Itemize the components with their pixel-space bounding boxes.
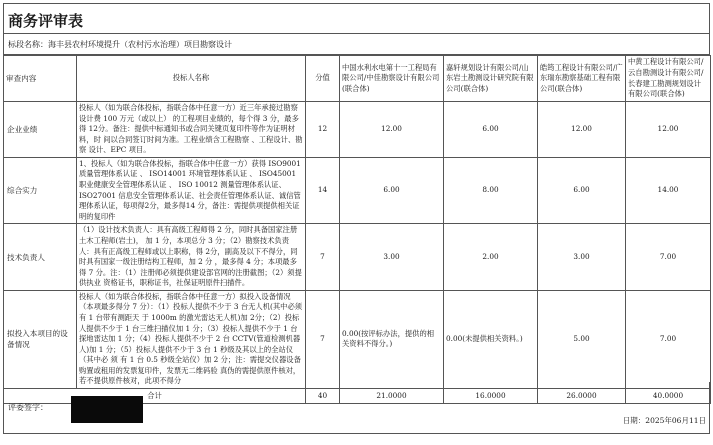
total-value-bidder-4: 40.0000 [626, 389, 711, 404]
review-date: 日期：2025年06月11日 [622, 416, 706, 425]
project-name: 标段名称：海丰县农村环境提升（农村污水治理）项目勘察设计 [3, 34, 710, 55]
total-value-bidder-2: 16.0000 [444, 389, 538, 404]
row-value-bidder-1: 0.00(按评标办法，提供的相关资料不得分。) [340, 290, 444, 388]
row-value-bidder-3: 6.00 [538, 157, 626, 223]
row-value-bidder-2: 0.00(未提供相关资料。) [444, 290, 538, 388]
row-category: 综合实力 [4, 157, 77, 223]
page-title: 商务评审表 [8, 12, 84, 30]
row-score: 7 [306, 224, 340, 290]
row-score: 12 [306, 102, 340, 158]
signature-label: 评委签字： [8, 403, 48, 412]
table-row [4, 224, 711, 290]
table-header-row [4, 56, 711, 102]
total-label: 合计 [4, 389, 306, 404]
header-score: 分值 [306, 56, 340, 102]
row-value-bidder-3: 5.00 [538, 290, 626, 388]
row-value-bidder-4: 7.00 [626, 224, 711, 290]
row-category: 拟投入本项目的设备情况 [4, 290, 77, 388]
total-score: 40 [306, 389, 340, 404]
row-value-bidder-4: 14.00 [626, 157, 711, 223]
row-criteria: 投标人（如为联合体投标，指联合体中任意一方）近三年承接过勘察设计费 100 万元（或以上） 的工程项目业绩的，每个得 3 分，最多得 12分。备注：提供中标通知书或合同关键页复印件等作为证明材料，时 间以合同签订时间为准。工程业绩含工程勘察 、工程设计、勘察 设计、EPC 项目。 [77, 102, 306, 158]
table-row [4, 157, 711, 223]
row-criteria: 投标人（如为联合体投标，指联合体中任意一方）拟投入设备情况（本项最多得分 7 分）：（1）投标人提供不少于 3 台无人机(其中必须有 1 台带有测距天 于 1000m 的激光雷达无人机)加 2分；（2）投标人提供不少于 1 台三维扫描仪加 1 分；（3）投标人提供不少于 1 台探地雷达加 1 分；（4）投标人提供不少于 2 台 CCTV(管道检测机器人)加 1 分；（5）投标人提供不少于 3 台 1 秒级及其以上的全站仪（其中必 须 有 1 台 0.5 秒级全站仪）加 2 分；注：需提交仪器设备购置或租用的发票复印件，发票无二维码验 真伪的需提供原件核对，若不提供原件核对，此项不得分 [77, 290, 306, 388]
row-value-bidder-2: 8.00 [444, 157, 538, 223]
header-bidder-name: 投标人名称 [77, 56, 306, 102]
row-criteria: （1）设计技术负责人：具有高级工程师得 2 分，同时具备国家注册土木工程师(岩土)， 加 1 分，本项总分 3 分；（2）勘察技术负责人：具有正高级工程师或以上职称，得 2分，副高及以下不得分，同时具有国家一级注册结构工程师，加 2 分 ，最多得 4 分；本项最多得 7 分。注：（1）注册师必须提供建设部官网的注册截图；（2）须提供执业 资格证书，职称证书，社保证明原件扫描件。 [77, 224, 306, 290]
signature-footer [3, 382, 710, 434]
header-category: 审查内容 [4, 56, 77, 102]
title-bar [3, 3, 710, 34]
row-category: 企业业绩 [4, 102, 77, 158]
review-table [3, 55, 711, 404]
row-criteria: 1、投标人（如为联合体投标，指联合体中任意一方）获得 ISO9001 质量管理体系认证 、 ISO14001 环境管理体系认证 、 ISO45001 职业健康安全管理体系认证 、 ISO 10012 测量管理体系认证、ISO27001 信息安全管理体系认证、社会责任管理体系认证、诚信管理体系认证，每项得2分，最多得14 分，备注：需提供项提供相关证明的复印件 [77, 157, 306, 223]
header-bidder-1: 中国水利水电第十一工程局有限公司/中佳勘察设计有限公司(联合体) [340, 56, 444, 102]
table-row [4, 290, 711, 388]
row-value-bidder-2: 6.00 [444, 102, 538, 158]
row-value-bidder-4: 12.00 [626, 102, 711, 158]
row-value-bidder-3: 12.00 [538, 102, 626, 158]
row-value-bidder-4: 7.00 [626, 290, 711, 388]
row-value-bidder-1: 3.00 [340, 224, 444, 290]
row-value-bidder-1: 12.00 [340, 102, 444, 158]
total-value-bidder-1: 21.0000 [340, 389, 444, 404]
total-value-bidder-3: 26.0000 [538, 389, 626, 404]
row-score: 7 [306, 290, 340, 388]
header-bidder-3: 皓筠工程设计有限公司/广东瑞东勘察基础工程有限公司(联合体) [538, 56, 626, 102]
row-score: 14 [306, 157, 340, 223]
row-category: 技术负责人 [4, 224, 77, 290]
header-bidder-2: 嘉轩规划设计有限公司/山东岩土勘测设计研究院有限公司(联合体) [444, 56, 538, 102]
row-value-bidder-3: 3.00 [538, 224, 626, 290]
redacted-signature [71, 396, 143, 423]
row-value-bidder-1: 6.00 [340, 157, 444, 223]
header-bidder-4: 中黄工程设计有限公司/云自勘测设计有限公司/长春建工勘测规划设计有限公司(联合体) [626, 56, 711, 102]
table-row [4, 102, 711, 158]
row-value-bidder-2: 2.00 [444, 224, 538, 290]
